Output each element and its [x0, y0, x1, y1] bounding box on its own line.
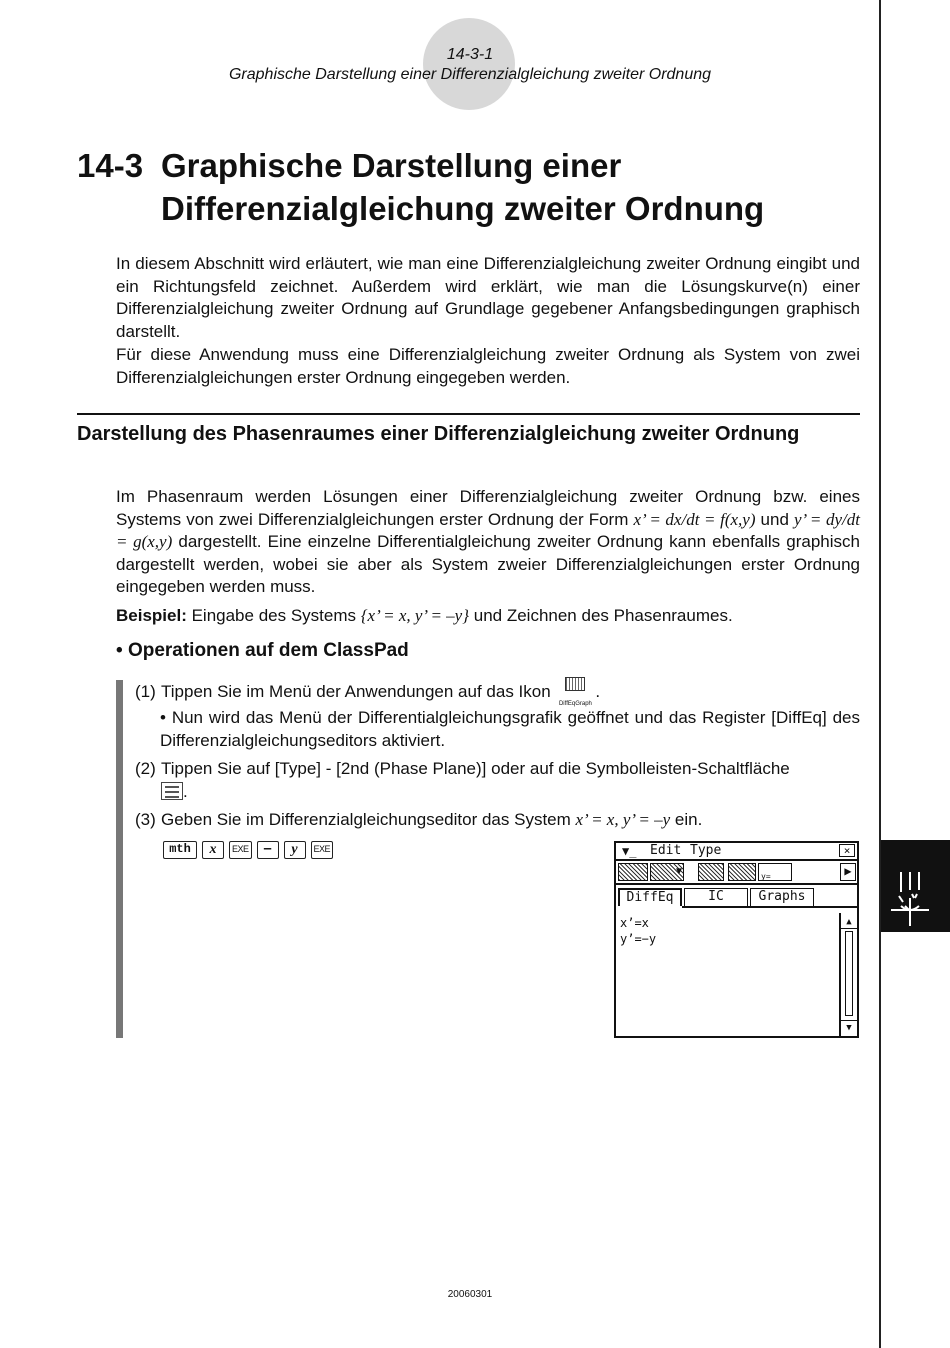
graph-window-tool-icon[interactable] [698, 863, 724, 881]
example-label: Beispiel: [116, 606, 187, 625]
step-3-label: (3) [135, 810, 156, 829]
step-1-note: • Nun wird das Menü der Differentialgleichungsgrafik geöffnet und das Register [DiffEq] des Differenzialgleichungseditors aktiviert. [160, 708, 860, 750]
formula-y: y’ = dy/dt = g(x,y) [116, 509, 860, 552]
section-text-a: Im Phasenraum werden Lösungen einer Differenzialgleichung zweiter Ordnung bzw. eines Systems von zwei Differenzialgleichungen erster Ordnung der Form [116, 487, 860, 529]
step-3-text-b: ein. [670, 810, 703, 829]
chapter-side-tab [881, 840, 950, 932]
equation-line-1[interactable]: x’=x [620, 916, 649, 930]
header-page-circle [423, 18, 515, 110]
section-divider [77, 413, 860, 415]
header-running-title: Graphische Darstellung einer Differenzialgleichung zweiter Ordnung [228, 66, 712, 83]
screen-toolbar [616, 861, 857, 885]
header-page-number: 14-3-1 [446, 46, 494, 63]
section-title: Darstellung des Phasenraumes einer Differenzialgleichung zweiter Ordnung [77, 423, 800, 445]
section-text-c: dargestellt. Eine einzelne Differentialgleichung zweiter Ordnung kann ebenfalls graphisch dargestellt werden, wobei sie aber als System zweier Differenzialgleichungen erster Ordnung eingegeben werden muss. [116, 532, 860, 597]
app-icon-caption: DiffEqGraph [558, 701, 592, 707]
close-icon[interactable]: × [839, 844, 855, 857]
example-paragraph [116, 605, 860, 628]
step-2 [135, 758, 855, 803]
equation-line-2[interactable]: y’=−y [620, 932, 657, 946]
draw-tool-icon[interactable] [728, 863, 756, 881]
tab-graphs[interactable]: Graphs [750, 888, 814, 906]
operations-title: Operationen auf dem ClassPad [127, 640, 409, 661]
step-3-text-a: Geben Sie im Differenzialgleichungseditor das System [161, 810, 576, 829]
scroll-up-icon[interactable]: ▲ [841, 915, 857, 929]
step-2-period: . [183, 781, 188, 801]
operations-heading [116, 640, 409, 662]
scroll-down-icon[interactable]: ▼ [841, 1020, 857, 1034]
menu-type[interactable]: Type [690, 843, 722, 858]
intro-paragraph-1: In diesem Abschnitt wird erläutert, wie man eine Differenzialgleichung zweiter Ordnung eingibt und ein Richtungsfeld zeichnet. Außerdem wird erklärt, wie man die Lösungskurve(n) einer Differenzialgleichung zweiter Ordnung auf Grundlage gegebener Anfangsbedingungen graphisch darstellt. [116, 254, 860, 341]
equation-list [620, 915, 840, 947]
key-mth: mth [163, 841, 197, 859]
classpad-screen [614, 841, 859, 1038]
screen-menubar [616, 843, 857, 861]
chevron-down-icon: ▼ [675, 866, 682, 877]
step-3-system: x’ = x, y’ = –y [575, 810, 671, 829]
example-system: {x’ = x, y’ = –y} [360, 606, 470, 625]
step-3 [135, 809, 702, 832]
section-text-b: und [755, 509, 794, 529]
tabs-baseline [682, 906, 857, 908]
toolbar-next-icon[interactable]: ▶ [840, 863, 856, 881]
step-1 [135, 677, 601, 707]
monitor-icon [565, 677, 585, 691]
key-exe: EXE [229, 841, 252, 859]
example-text-b: und Zeichnen des Phasenraumes. [469, 606, 733, 625]
diffeqgraph-app-icon [555, 677, 595, 707]
direction-field-icon [881, 840, 950, 932]
slope-field-tool-icon[interactable] [618, 863, 648, 881]
chapter-title-line2: Differenzialgleichung zweiter Ordnung [161, 190, 765, 227]
key-y: y [284, 841, 306, 859]
chapter-title-line1: Graphische Darstellung einer [161, 147, 622, 184]
key-sequence [163, 841, 333, 859]
key-exe-2: EXE [311, 841, 334, 859]
menu-edit[interactable]: Edit [650, 843, 682, 858]
formula-x: x’ = dx/dt = f(x,y) [633, 509, 756, 529]
yeq-tool-icon[interactable]: y= [758, 863, 792, 881]
menu-dropdown-icon[interactable]: ▼̲ [622, 844, 637, 858]
phase-plane-toolbar-icon [161, 782, 183, 800]
step-2-label: (2) [135, 759, 156, 778]
section-paragraph [116, 486, 860, 599]
operations-sidebar [116, 680, 123, 1038]
scrollbar[interactable] [839, 913, 857, 1036]
tab-diffeq[interactable]: DiffEq [618, 888, 682, 906]
bullet-icon: • [116, 640, 123, 661]
step-1-text: Tippen Sie im Menü der Anwendungen auf das Ikon [161, 682, 551, 701]
example-text-a: Eingabe des Systems [186, 606, 361, 625]
tab-ic[interactable]: IC [684, 888, 748, 906]
phase-plane-tool-icon[interactable] [650, 863, 684, 881]
scroll-track[interactable] [845, 931, 853, 1016]
chapter-number: 14-3 [77, 147, 144, 184]
key-minus: – [257, 841, 279, 859]
key-x: x [202, 841, 224, 859]
intro-paragraph-2: Für diese Anwendung muss eine Differenzialgleichung zweiter Ordnung als System von zwei Differenzialgleichungen erster Ordnung eingegeben werden. [116, 345, 860, 387]
right-margin-rule [879, 0, 881, 1348]
screen-tabs [616, 888, 857, 908]
footer-code: 20060301 [447, 1289, 493, 1300]
step-1-label: (1) [135, 682, 156, 701]
step-1-period: . [595, 682, 601, 701]
step-2-text: Tippen Sie auf [Type] - [2nd (Phase Plane)] oder auf die Symbolleisten-Schaltfläche [161, 759, 790, 778]
